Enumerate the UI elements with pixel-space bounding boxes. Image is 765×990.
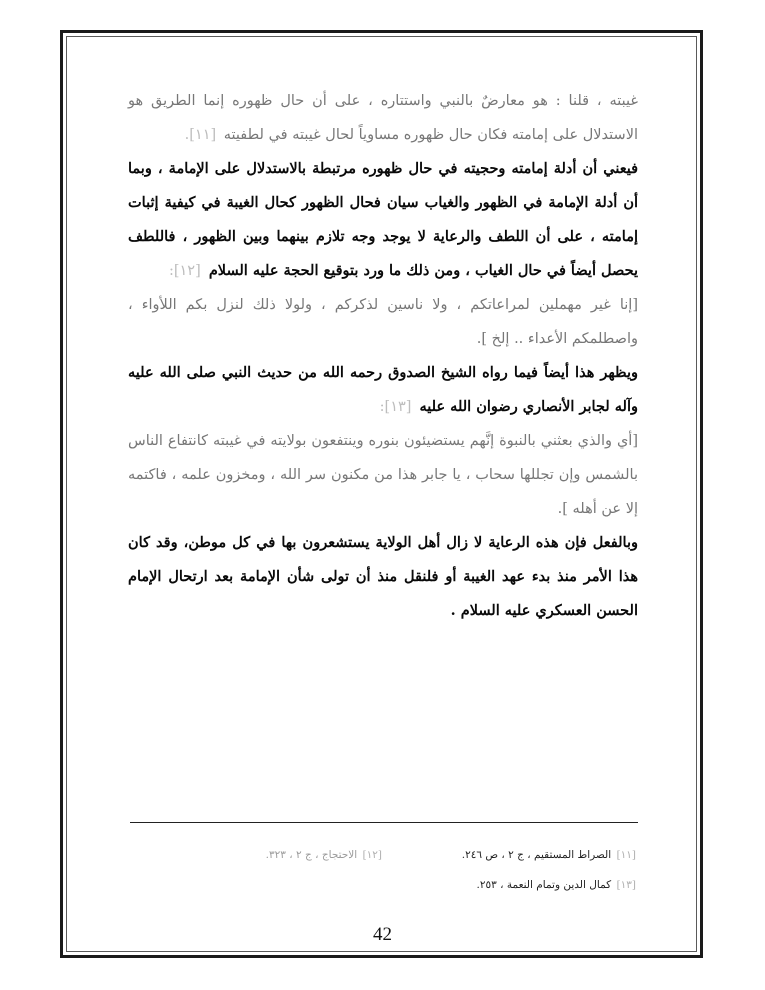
footnote-ref-13: [١٣]: bbox=[379, 399, 412, 415]
footnote-12 bbox=[130, 840, 384, 870]
page-number: 42 bbox=[373, 924, 392, 945]
footnote-13-number: [١٣] bbox=[616, 879, 636, 891]
footnote-ref-11: [١١]. bbox=[184, 127, 217, 143]
paragraph-3-text: ويظهر هذا أيضاً فيما رواه الشيخ الصدوق رحمه الله من حديث النبي صلى الله عليه وآله لجابر الأنصاري رضوان الله عليه bbox=[128, 364, 638, 415]
footnote-11-text: الصراط المستقيم ، ج ٢ ، ص ٢٤٦. bbox=[461, 849, 612, 861]
footnote-13-text: كمال الدين وتمام النعمة ، ٢٥٣. bbox=[476, 879, 612, 891]
footnote-row-2 bbox=[130, 870, 638, 900]
footnotes bbox=[130, 840, 638, 900]
paragraph-1 bbox=[128, 84, 638, 152]
footnote-row-1 bbox=[130, 840, 638, 870]
paragraph-1-text: غيبته ، قلنا : هو معارضٌ بالنبي واستتاره ، على أن حال ظهوره إنما الطريق هو الاستدلال على إمامته فكان حال ظهوره مساوياً لحال غيبته في لطفيته bbox=[128, 93, 638, 143]
quote-2 bbox=[128, 424, 638, 526]
footnote-11-number: [١١] bbox=[616, 849, 636, 861]
paragraph-3 bbox=[128, 356, 638, 424]
paragraph-4 bbox=[128, 526, 638, 628]
footnote-12-text: الاحتجاج ، ج ٢ ، ٣٢٣. bbox=[265, 849, 358, 861]
footnote-11 bbox=[384, 840, 638, 870]
footnote-ref-12: [١٢]: bbox=[168, 263, 201, 279]
paragraph-2 bbox=[128, 152, 638, 288]
footnote-separator bbox=[130, 822, 638, 823]
quote-1-text: [إنا غير مهملين لمراعاتكم ، ولا ناسين لذكركم ، ولولا ذلك لنزل بكم اللأواء ، واصطلمكم الأعداء .. إلخ ]. bbox=[128, 297, 638, 347]
paragraph-2-text: فيعني أن أدلة إمامته وحجيته في حال ظهوره مرتبطة بالاستدلال على الإمامة ، وبما أن أدلة الإمامة في الظهور والغياب سيان فحال الظهور كحال الغيبة في كيفية إثبات إمامته ، على أن اللطف والرعاية لا يوجد وجه تلازم بينهما وبين الظهور ، فاللطف يحصل أيضاً في حال الغياب ، ومن ذلك ما ورد بتوقيع الحجة عليه السلام bbox=[128, 160, 638, 279]
footnote-12-number: [١٢] bbox=[362, 849, 382, 861]
quote-1 bbox=[128, 288, 638, 356]
paragraph-4-text: وبالفعل فإن هذه الرعاية لا زال أهل الولاية يستشعرون بها في كل موطن، وقد كان هذا الأمر منذ بدء عهد الغيبة أو فلنقل منذ أن تولى شأن الإمامة بعد ارتحال الإمام الحسن العسكري عليه السلام . bbox=[128, 534, 638, 619]
quote-2-text: [أي والذي بعثني بالنبوة إنَّهم يستضيئون بنوره وينتفعون بولايته في غيبته كانتفاع الناس بالشمس وإن تجللها سحاب ، يا جابر هذا من مكنون سر الله ، ومخزون علمه ، فاكتمه إلا عن أهله ]. bbox=[128, 433, 638, 517]
footnote-13 bbox=[384, 870, 638, 900]
body-text bbox=[128, 84, 638, 628]
